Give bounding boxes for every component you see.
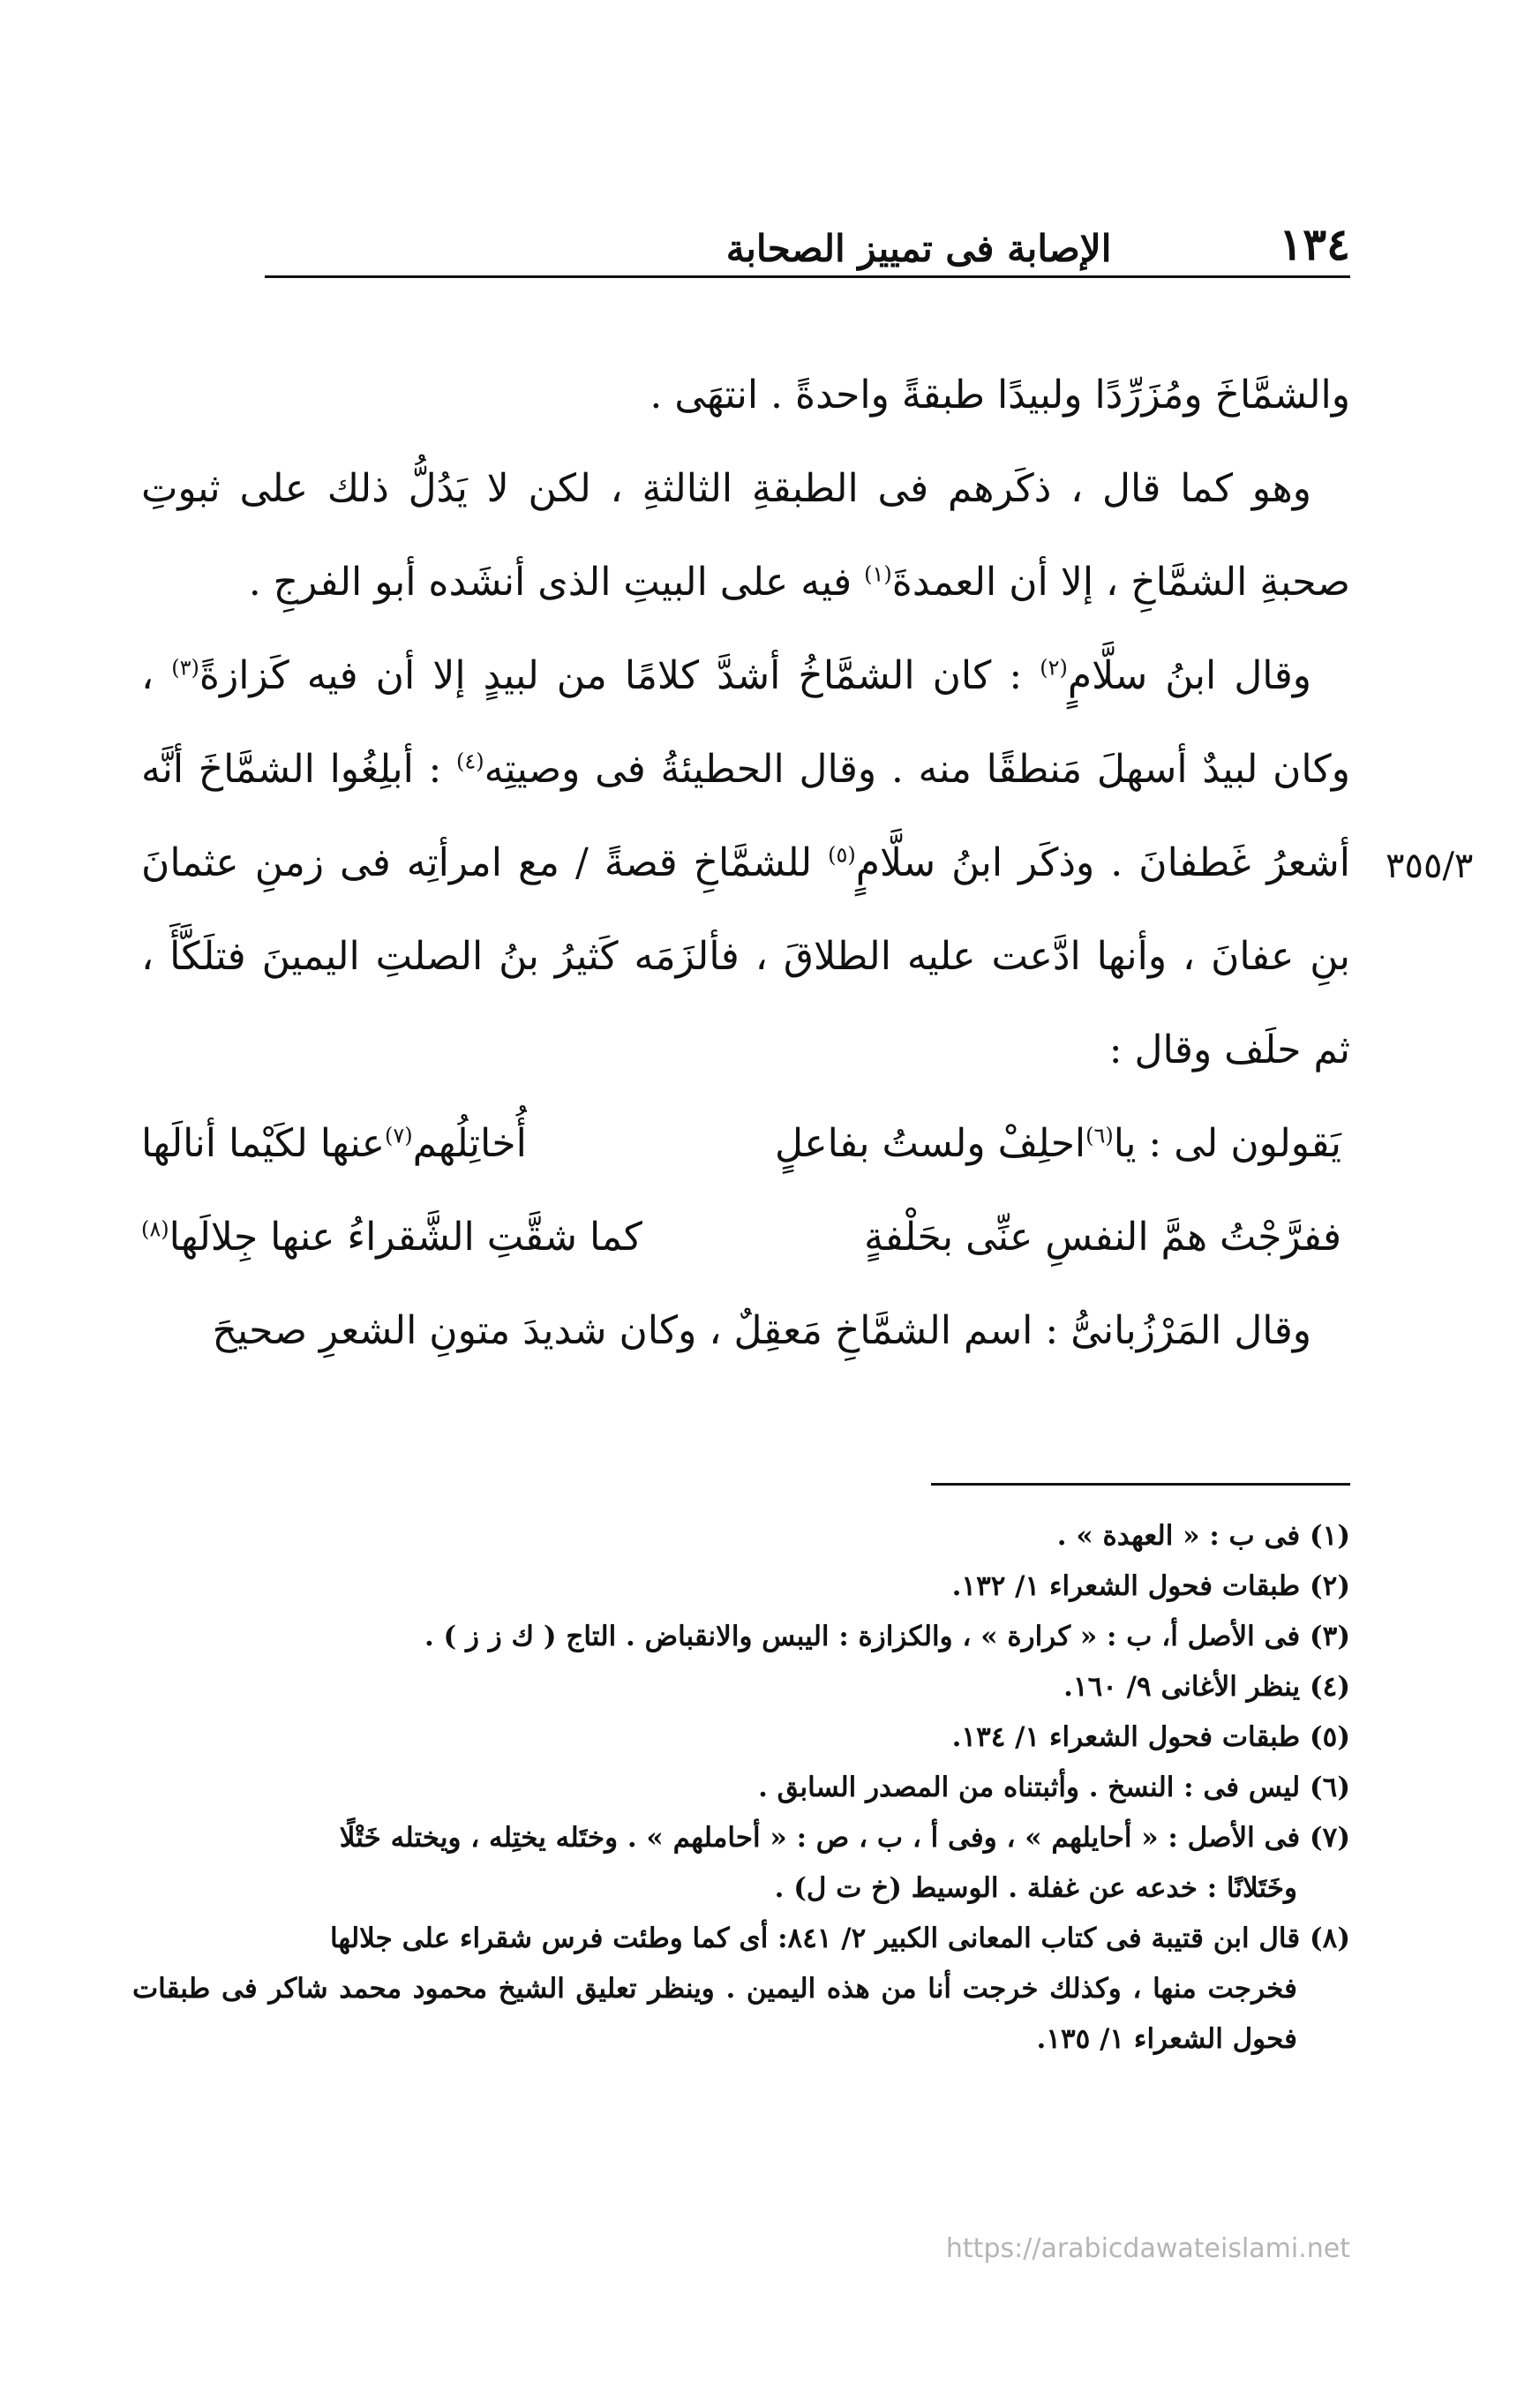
footnote-number: (١) [1310, 1520, 1350, 1552]
verse-1-text-a2: احلِفْ ولستُ بفاعلٍ [775, 1121, 1086, 1166]
footnote-text: طبقات فحول الشعراء ١/ ١٣٢. [951, 1570, 1301, 1602]
verse-1-hemistich-2 [141, 1097, 527, 1191]
footnote-1 [132, 1511, 1350, 1561]
footnote-number: (٥) [1310, 1721, 1350, 1753]
footnote-marker-1[interactable]: (١) [864, 561, 892, 587]
footnote-marker-5[interactable]: (٥) [828, 842, 856, 868]
footnote-4 [132, 1662, 1350, 1712]
footnote-number: (٦) [1310, 1772, 1350, 1803]
footnote-number: (٧) [1310, 1822, 1350, 1854]
paragraph-2-text-a: وهو كما قال ، ذكَرهم فى الطبقةِ الثالثةِ ، لكن لا يَدُلُّ ذلك على ثبوتِ صحبةِ الشمَّاخِ ، إلا أن العمدةَ [141, 466, 1350, 605]
footnote-2 [132, 1561, 1350, 1612]
footnote-marker-6[interactable]: (٦) [1085, 1123, 1114, 1148]
footnotes [132, 1511, 1350, 2065]
paragraph-3-text-e: للشمَّاخِ قصةً / مع امرأتِه فى زمنِ عثمانَ بنِ عفانَ ، وأنها ادَّعت عليه الطلاقَ ، فألزَمَه كَثيرُ بنُ الصلتِ اليمينَ فتلَكَّأَ ، ثم حلَف وقال : [141, 840, 1350, 1072]
verse-1-text-b1: أُخاتِلُهم [412, 1121, 527, 1166]
footnote-8 [132, 1914, 1350, 2065]
paragraph-1 [141, 349, 1350, 442]
paragraph-3 [141, 629, 1350, 1097]
paragraph-3-text-d: : أبلِغُوا الشمَّاخَ أنَّه أشعرُ غَطفانَ . وذكَر ابنُ سلَّامٍ [141, 747, 1350, 885]
footnote-continuation: وخَتَلانًا : خدعه عن غفلة . الوسيط (خ ت ل) . [774, 1872, 1297, 1904]
paragraph-3-text-b: : كان الشمَّاخُ أشدَّ كلامًا من لبيدٍ إلا أن فيه كَزازةً [199, 653, 1040, 698]
footnote-marker-4[interactable]: (٤) [456, 749, 484, 774]
footnote-marker-3[interactable]: (٣) [171, 655, 199, 681]
footnote-text: فى الأصل : « أحايلهم » ، وفى أ ، ب ، ص : « أحاملهم » . وختَله يختِله ، ويختله خَتْلًا [339, 1822, 1301, 1854]
verse-line-1 [141, 1097, 1350, 1191]
footnote-7 [132, 1813, 1350, 1914]
footnote-number: (٢) [1310, 1570, 1350, 1602]
footnote-text: ينظر الأغانى ٩/ ١٦٠. [1063, 1671, 1301, 1703]
watermark-url: https://arabicdawateislami.net [945, 2233, 1350, 2264]
running-title: الإصابة فى تمييز الصحابة [725, 227, 1112, 270]
footnote-text: فى الأصل أ، ب : « كرارة » ، والكزازة : اليبس والانقباض . التاج ( ك ز ز ) . [424, 1621, 1301, 1652]
footnote-marker-7[interactable]: (٧) [385, 1123, 413, 1148]
footnote-3 [132, 1612, 1350, 1662]
paragraph-4 [141, 1284, 1350, 1378]
paragraph-2-text-b: فيه على البيتِ الذى أنشَده أبو الفرجِ . [248, 560, 865, 605]
footnote-text: قال ابن قتيبة فى كتاب المعانى الكبير ٢/ ٨٤١: أى كما وطئت فرس شقراء على جلالها [329, 1923, 1301, 1954]
footnote-text: فى ب : « العهدة » . [1056, 1520, 1301, 1552]
verse-1-hemistich-1 [775, 1097, 1341, 1191]
header-rule [265, 275, 1350, 278]
verse-2-hemistich-2 [141, 1191, 642, 1284]
verse-1-text-b2: عنها لكَيْما أنالَها [141, 1121, 385, 1166]
paragraph-1-text: والشمَّاخَ ومُزَرِّدًا ولبيدًا طبقةً واحدةً . انتهَى . [650, 372, 1350, 418]
footnote-rule [931, 1483, 1350, 1486]
verse-2-text-b1: كما شقَّتِ الشَّقراءُ عنها جِلالَها [169, 1215, 642, 1260]
footnote-text: طبقات فحول الشعراء ١/ ١٣٤. [951, 1721, 1301, 1753]
verse-2-hemistich-1: ففرَّجْتُ همَّ النفسِ عنِّى بحَلْفةٍ [864, 1215, 1341, 1260]
footnote-text: ليس فى : النسخ . وأثبتناه من المصدر السابق . [758, 1772, 1301, 1803]
paragraph-4-text: وقال المَرْزُبانىُّ : اسم الشمَّاخِ مَعقِلٌ ، وكان شديدَ متونِ الشعرِ صحيحَ [212, 1308, 1311, 1353]
paragraph-3-text-a: وقال ابنُ سلَّامٍ [1067, 653, 1311, 698]
page-header [265, 208, 1350, 270]
footnote-number: (٨) [1310, 1923, 1350, 1954]
verse-line-2 [141, 1191, 1350, 1284]
footnote-5 [132, 1712, 1350, 1763]
footnote-6 [132, 1763, 1350, 1813]
footnote-marker-2[interactable]: (٢) [1040, 655, 1068, 681]
paragraph-3-text-c: ، وكان لبيدٌ أسهلَ مَنطقًا منه . وقال الحطيئةُ فى وصيتِه [141, 653, 1350, 792]
footnote-marker-8[interactable]: (٨) [141, 1216, 169, 1242]
footnote-number: (٤) [1310, 1671, 1350, 1703]
footnote-number: (٣) [1310, 1621, 1350, 1652]
footnote-continuation: فخرجت منها ، وكذلك خرجت أنا من هذه اليمين . وينظر تعليق الشيخ محمود محمد شاكر فى طبقات فحول الشعراء ١/ ١٣٥. [132, 1973, 1297, 2055]
page-number: ١٣٤ [1279, 218, 1350, 270]
verse-1-text-a1: يَقولون لى : يا [1113, 1121, 1341, 1166]
margin-reference: ٣٥٥/٣ [1386, 846, 1474, 886]
main-text [141, 349, 1350, 1378]
paragraph-2 [141, 442, 1350, 629]
